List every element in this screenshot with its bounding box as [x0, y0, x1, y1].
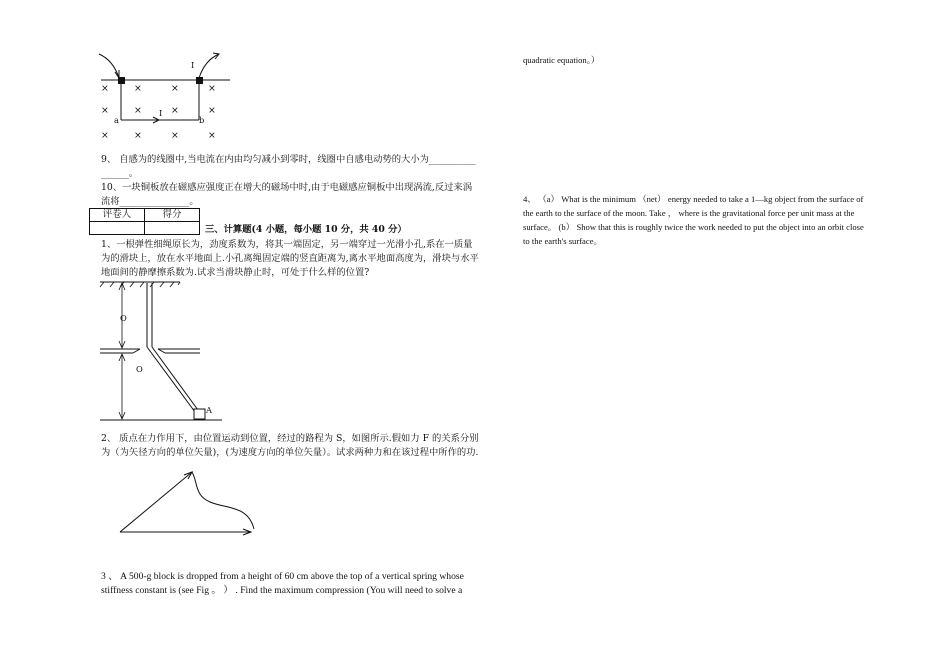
field-cross: ×: [101, 130, 109, 141]
field-cross: ×: [171, 83, 179, 94]
grader-header: 评卷人: [90, 209, 145, 222]
question-3-line1: 3 、 A 500-g block is dropped from a height of 60 cm above the top of a vertical spring whose: [101, 571, 464, 582]
current-label-mid: I: [159, 108, 163, 118]
field-cross: ×: [134, 130, 142, 141]
question-4-line2: the earth to the surface of the moon. Take ， where is the gravitational force per unit mass at the: [523, 208, 855, 218]
field-cross: ×: [171, 105, 179, 116]
field-cross: ×: [134, 105, 142, 116]
question-4-line1: 4、 （a） What is the minimum （net） energy needed to take a 1—kg object from the surface of: [523, 194, 864, 204]
current-label-top: I: [191, 60, 195, 70]
point-label-b: b: [199, 115, 205, 125]
score-header: 得分: [145, 209, 200, 222]
field-cross: ×: [208, 105, 216, 116]
question-3-line2: stiffness constant is (see Fig 。 ） . Find the maximum compression (You will need to solve a: [101, 585, 463, 596]
question-10-line2: 流将_______________。: [101, 196, 199, 207]
field-cross: ×: [208, 130, 216, 141]
field-cross: ×: [134, 83, 142, 94]
field-cross: ×: [101, 83, 109, 94]
field-cross: ×: [171, 130, 179, 141]
trajectory-figure: [118, 467, 258, 542]
distance-label-o2: O: [136, 364, 143, 374]
question-1-line3: 地面间的静摩擦系数为.试求当滑块静止时，可处于什么样的位置?: [101, 267, 370, 278]
section-3-title: 三、计算题(4 小题，每小题 10 分，共 40 分）: [205, 224, 407, 235]
question-4-line4: to the earth's surface。: [523, 236, 603, 246]
block-label-a: A: [206, 405, 212, 415]
question-2-line2: 为（为矢径方向的单位矢量)，(为速度方向的单位矢量）。试求两种力和在该过程中所作的功.: [101, 447, 479, 458]
question-3-continuation: quadratic equation。）: [523, 55, 600, 65]
field-cross: ×: [101, 105, 109, 116]
question-1-line2: 为的滑块上，放在水平地面上.小孔离绳固定端的竖直距离为,离水平地面高度为，滑块与水平: [101, 253, 479, 264]
question-2-line1: 2、 质点在力作用下，由位置运动到位置，经过的路程为 S，如图所示.假如力 F 的关系分别: [101, 433, 479, 444]
question-1-line1: 1、一根弹性细绳原长为，劲度系数为，将其一端固定，另一端穿过一光滑小孔,系在一质量: [101, 239, 473, 250]
distance-label-o1: O: [120, 313, 127, 323]
grader-cell[interactable]: [90, 222, 145, 235]
score-cell[interactable]: [145, 222, 200, 235]
point-label-a: a: [114, 115, 119, 125]
question-4-line3: surface。 (b） Show that this is roughly twice the work needed to put the object into an orbit close: [523, 222, 864, 232]
question-9-line1: 9、 自感为的线圈中,当电流在内由均匀减小到零时，线圈中自感电动势的大小为__________: [101, 154, 476, 165]
field-cross: ×: [208, 83, 216, 94]
question-9-line2: ______。: [101, 168, 139, 179]
question-10-line1: 10、一块铜板放在磁感应强度正在增大的磁场中时,由于电磁感应铜板中出现涡流,反过来涡: [101, 182, 473, 193]
score-table: [89, 208, 200, 235]
